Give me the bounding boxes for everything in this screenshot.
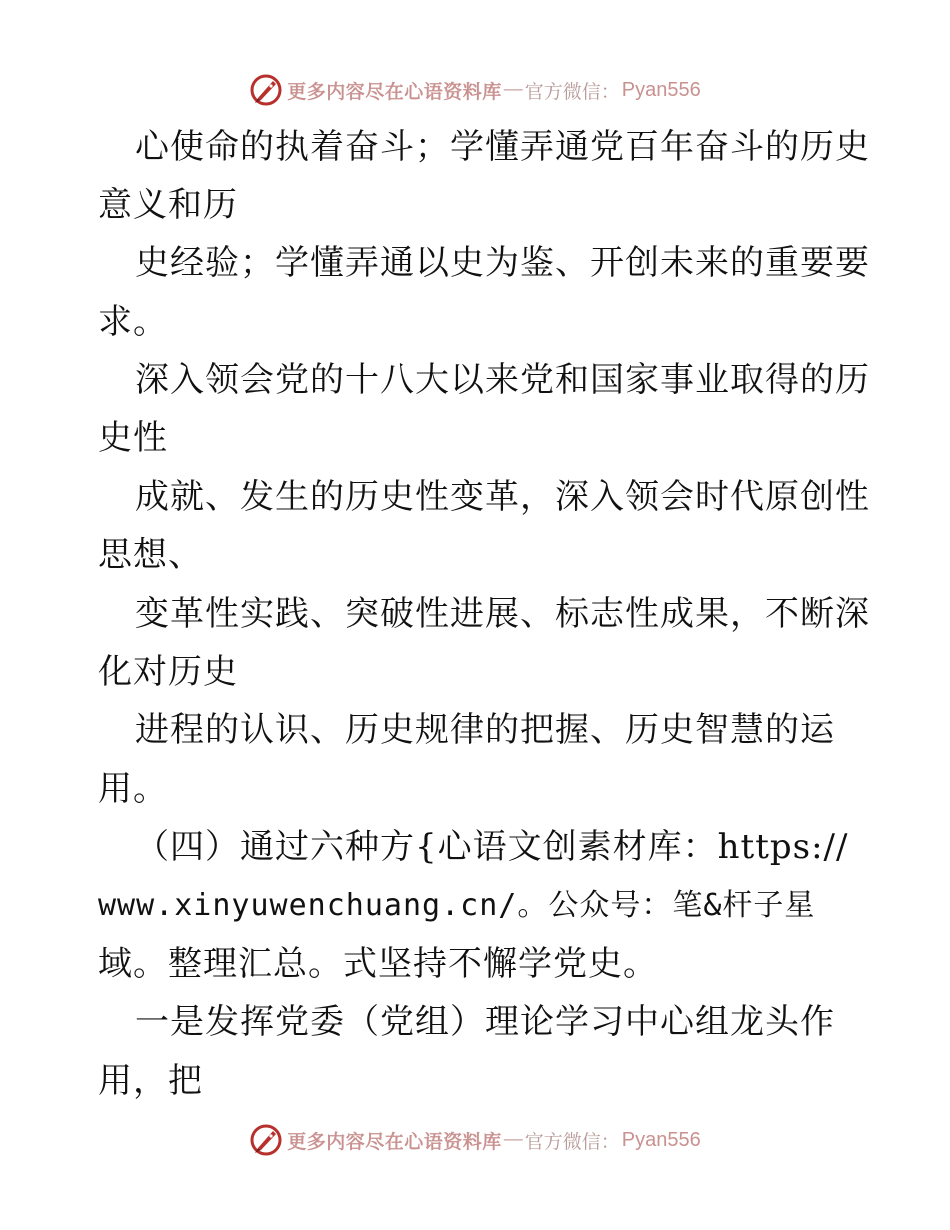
footer-watermark-banner (0, 1120, 950, 1160)
body-line: 史经验；学懂弄通以史为鉴、开创未来的重要要 (135, 243, 870, 283)
body-line: 成就、发生的历史性变革，深入领会时代原创性 (135, 477, 870, 517)
banner-separator: — (503, 79, 523, 100)
quill-pen-circle-icon (249, 1123, 283, 1157)
body-line: 用，把 (98, 1061, 203, 1101)
banner-wechat-label: 官方微信： (524, 80, 620, 103)
body-line: 用。 (98, 769, 168, 809)
body-line: 域。整理汇总。式坚持不懈学党史。 (98, 944, 658, 984)
body-line-url: www.xinyuwenchuang.cn/。公众号：笔&杆子星 (98, 888, 816, 923)
banner-text: 更多内容尽在心语资料库 (287, 80, 502, 103)
body-line: 一是发挥党委（党组）理论学习中心组龙头作 (135, 1002, 835, 1042)
body-line: 深入领会党的十八大以来党和国家事业取得的历 (135, 360, 870, 400)
quill-pen-circle-icon (249, 73, 283, 107)
header-watermark-banner (0, 70, 950, 110)
banner-separator: — (503, 1129, 523, 1150)
body-line: 化对历史 (98, 652, 238, 692)
body-line: 思想、 (98, 535, 203, 575)
body-line: 史性 (98, 418, 168, 458)
body-line: 心使命的执着奋斗；学懂弄通党百年奋斗的历史 (135, 127, 870, 167)
body-line: 变革性实践、突破性进展、标志性成果，不断深 (135, 594, 870, 634)
body-line: （四）通过六种方{心语文创素材库：https:// (135, 827, 849, 867)
body-line: 意义和历 (98, 185, 238, 225)
body-line: 求。 (98, 302, 168, 342)
banner-text: 更多内容尽在心语资料库 (287, 1130, 502, 1153)
body-line: 进程的认识、历史规律的把握、历史智慧的运 (135, 710, 835, 750)
banner-wechat-id: Pyan556 (621, 1128, 701, 1151)
banner-wechat-label: 官方微信： (524, 1130, 620, 1153)
banner-wechat-id: Pyan556 (621, 78, 701, 101)
